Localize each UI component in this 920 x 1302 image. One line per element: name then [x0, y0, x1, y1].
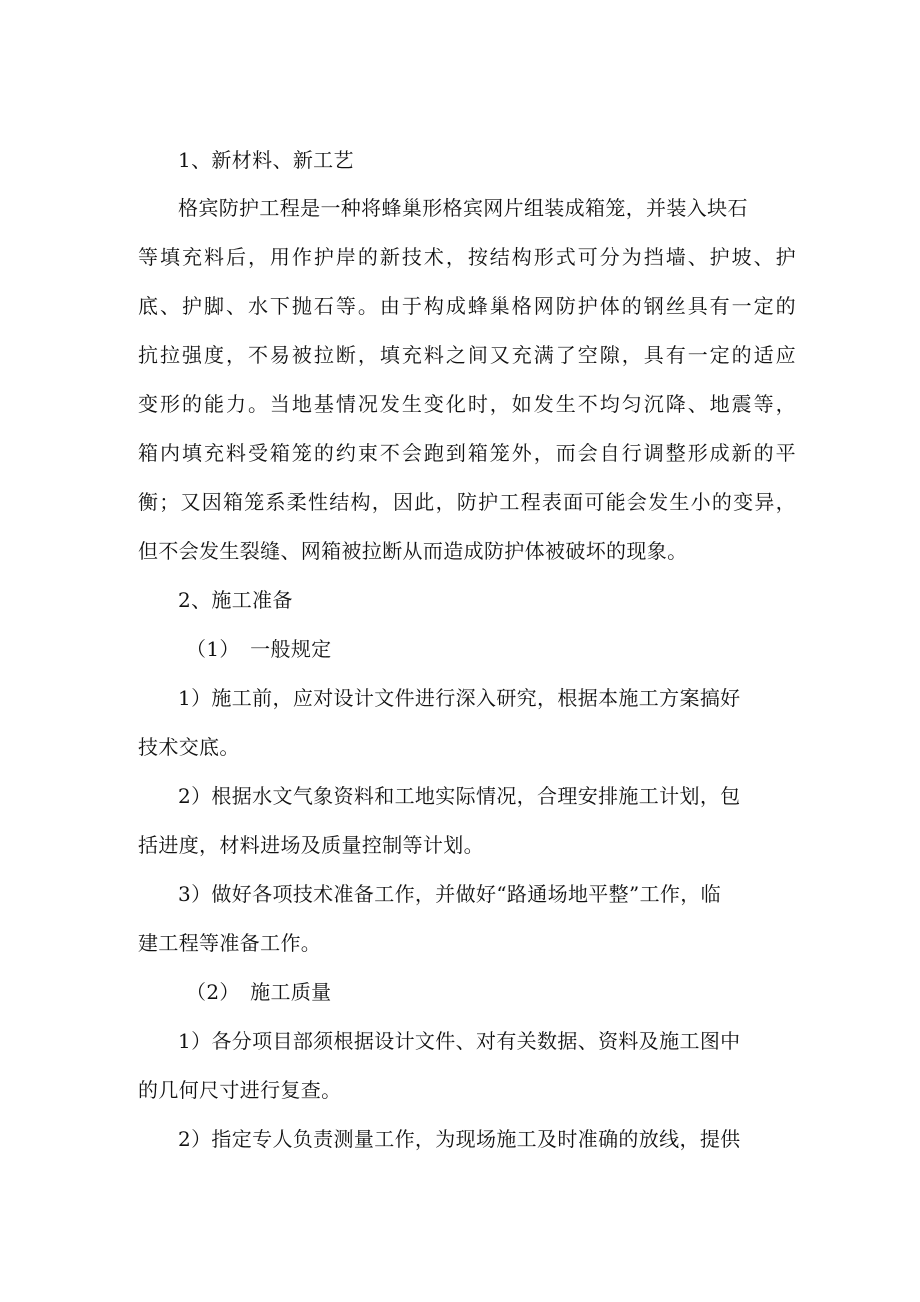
list-item-line: 3）做好各项技术准备工作，并做好“路通场地平整”工作，临: [178, 882, 721, 906]
paragraph-line: 但不会发生裂缝、网箱被拉断从而造成防护体被破坏的现象。: [138, 539, 688, 563]
paragraph-line: 衡；又因箱笼系柔性结构，因此，防护工程表面可能会发生小的变异，: [138, 490, 796, 514]
list-item-line: 1）各分项目部须根据设计文件、对有关数据、资料及施工图中: [178, 1029, 741, 1053]
list-item-line: 1）施工前，应对设计文件进行深入研究，根据本施工方案搞好: [178, 686, 741, 710]
section-heading-construction-prep: 2、施工准备: [178, 588, 293, 612]
paragraph-line: 底、护脚、水下抛石等。由于构成蜂巢格网防护体的钢丝具有一定的: [138, 294, 796, 318]
subsection-heading-construction-quality: （2） 施工质量: [186, 980, 332, 1004]
paragraph-line: 抗拉强度，不易被拉断，填充料之间又充满了空隙，具有一定的适应: [138, 343, 796, 367]
section-heading-new-materials: 1、新材料、新工艺: [178, 148, 354, 172]
paragraph-line: 等填充料后，用作护岸的新技术，按结构形式可分为挡墙、护坡、护: [138, 245, 796, 269]
paragraph-line: 箱内填充料受箱笼的约束不会跑到箱笼外，而会自行调整形成新的平: [138, 441, 796, 465]
list-item-line: 2）指定专人负责测量工作，为现场施工及时准确的放线，提供: [178, 1127, 741, 1151]
list-item-line: 2）根据水文气象资料和工地实际情况，合理安排施工计划，包: [178, 784, 741, 808]
list-item-line: 括进度，材料进场及质量控制等计划。: [138, 833, 484, 857]
list-item-line: 技术交底。: [138, 735, 240, 759]
paragraph-line: 变形的能力。当地基情况发生变化时，如发生不均匀沉降、地震等，: [138, 392, 796, 416]
list-item-line: 的几何尺寸进行复查。: [138, 1078, 342, 1102]
subsection-heading-general-rules: （1） 一般规定: [186, 637, 332, 661]
paragraph-line: 格宾防护工程是一种将蜂巢形格宾网片组装成箱笼，并装入块石: [178, 196, 748, 220]
list-item-line: 建工程等准备工作。: [138, 931, 322, 955]
